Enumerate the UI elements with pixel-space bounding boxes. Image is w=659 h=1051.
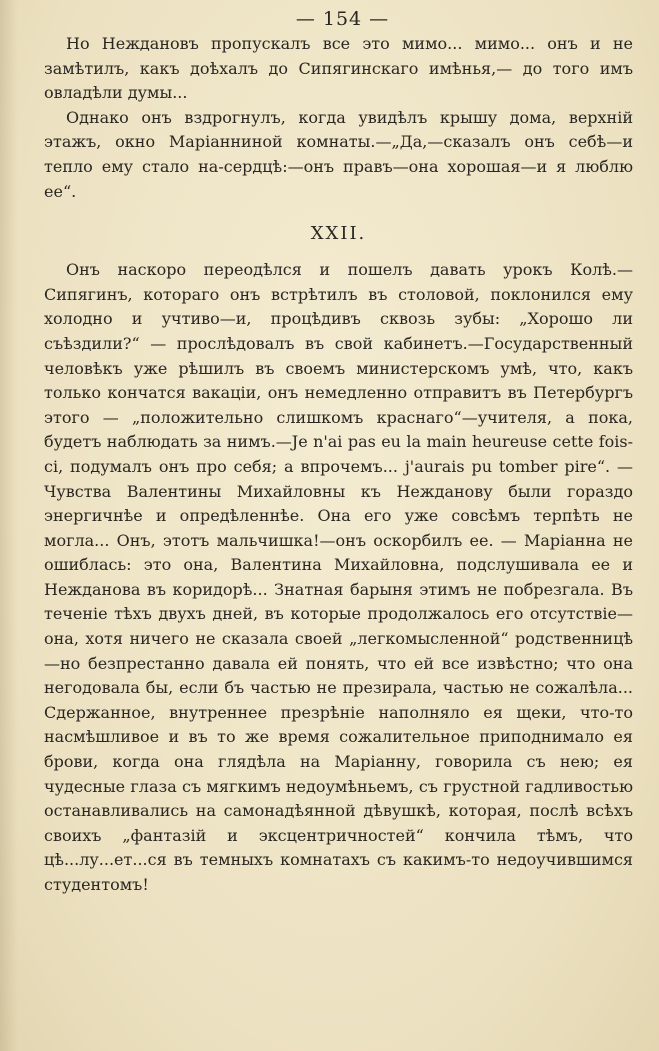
paragraph-2: Однако онъ вздрогнулъ, когда увидѣлъ крышу дома, верхній этажъ, окно Маріанниной комнаты.—„Да,—сказалъ онъ себѣ—и тепло ему стало на-сердцѣ:—онъ правъ—она хорошая—и я люблю ее“. — [44, 107, 633, 201]
paragraph-1: Но Неждановъ пропускалъ все это мимо... мимо... онъ и не замѣтилъ, какъ доѣхалъ до Сипягинскаго имѣнья,— до того имъ овладѣли думы... — [44, 34, 633, 103]
paragraph-3: Онъ наскоро переодѣлся и пошелъ давать урокъ Колѣ.— Сипягинъ, котораго онъ встрѣтилъ въ столовой, поклонился ему холодно и учтиво—и, процѣдивъ сквозь зубы: „Хорошо ли съѣздили?“ — прослѣдовалъ въ свой кабинетъ.—Государственный человѣкъ уже рѣшилъ въ своемъ министерскомъ умѣ, что, какъ только кончатся вакаціи, онъ немедленно отправитъ въ Петербургъ этого — „положительно слишкомъ краснаго“—учителя, а пока, будетъ наблюдать за нимъ.—Je n'ai pas eu la main heureuse cette fois-ci, подумалъ онъ про себя; а впрочемъ... j'aurais pu tomber pire“. — Чувства Валентины Михайловны къ Нежданову были гораздо энергичнѣе и опредѣленнѣе. Она его уже совсѣмъ терпѣть не могла... Онъ, этотъ мальчишка!—онъ оскорбилъ ее. — Маріанна не ошиблась: это она, Валентина Михайловна, подслушивала ее и Нежданова въ коридорѣ... Знатная барыня этимъ не побрезгала. Въ теченіе тѣхъ двухъ дней, въ которые продолжалось его отсутствіе—она, хотя ничего не сказала своей „легкомысленной“ родственницѣ—но безпрестанно давала ей понять, что ей все извѣстно; что она негодовала бы, если бъ частью не презирала, частью не сожалѣла... Сдержанное, внутреннее презрѣніе наполняло ея щеки, что-то насмѣшливое и въ то же время сожалительное приподнимало ея брови, когда она глядѣла на Маріанну, говорила съ нею; ея чудесные глаза съ мягкимъ недоумѣньемъ, съ грустной гадливостью останавливались на самонадѣянной дѣвушкѣ, которая, послѣ всѣхъ своихъ „фантазій и эксцентричностей“ кончила тѣмъ, что цѣ...лу...ет...ся въ темныхъ комнатахъ съ какимъ-то недоучившимся студентомъ! — [44, 260, 633, 894]
page-edge-shadow — [0, 0, 18, 1051]
page-number: — 154 — — [295, 8, 390, 30]
chapter-heading: XXII. — [310, 223, 367, 245]
